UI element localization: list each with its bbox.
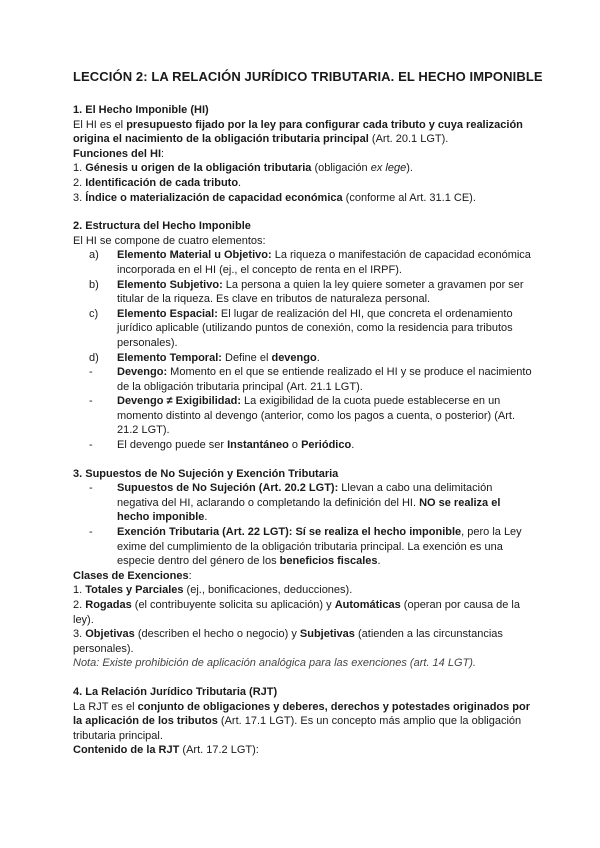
s1-func-colon: : xyxy=(161,147,165,160)
s1-f2-bold: Identificación de cada tributo xyxy=(85,176,239,189)
s1-intro-pre: El HI es el xyxy=(73,118,127,131)
s3-b-post: . xyxy=(377,555,381,568)
s1-function-1 xyxy=(73,161,533,176)
dash-marker: - xyxy=(89,366,93,379)
s2-d-bold: Elemento Temporal: xyxy=(117,351,222,364)
list-item-text xyxy=(117,394,533,438)
s1-intro-bold: presupuesto fijado por la ley para configurar cada tributo y cuya realización origina el nacimiento de la obligación tributaria principal xyxy=(73,118,523,146)
s2-d-bold2: devengo xyxy=(271,351,317,364)
s3-c2-post: (operan por causa de la ley). xyxy=(73,599,520,626)
list-item xyxy=(73,438,533,453)
dash-marker: - xyxy=(89,526,93,539)
s3-c2-num: 2. xyxy=(73,599,83,611)
document-title: LECCIÓN 2: LA RELACIÓN JURÍDICO TRIBUTARIA. EL HECHO IMPONIBLE xyxy=(73,69,543,84)
s1-func-label: Funciones del HI xyxy=(73,147,162,160)
list-item-text xyxy=(117,307,533,351)
s2-d-post: . xyxy=(316,351,320,364)
s2-g-post: . xyxy=(351,439,355,452)
s1-intro-post: (Art. 20.1 LGT). xyxy=(368,133,449,146)
list-marker: c) xyxy=(89,307,99,320)
s1-f2-num: 2. xyxy=(73,176,83,189)
s1-functions-label xyxy=(73,147,533,162)
s2-a-text: La riqueza o manifestación de capacidad económica incorporada en el HI (ej., el concepto de renta en el IRPF). xyxy=(117,249,531,276)
s1-f3-post: (conforme al Art. 31.1 CE). xyxy=(342,191,476,204)
s1-f2-post: . xyxy=(238,176,242,189)
section-2-heading: 2. Estructura del Hecho Imponible xyxy=(73,220,251,233)
list-marker: d) xyxy=(89,351,99,364)
s4-intro-bold: conjunto de obligaciones y deberes, derechos y potestades originados por la aplicación de los tributos xyxy=(73,700,531,728)
s4-contenido xyxy=(73,743,533,758)
section-4-heading: 4. La Relación Jurídico Tributaria (RJT) xyxy=(73,685,278,698)
s3-clase-1 xyxy=(73,583,533,598)
dash-marker: - xyxy=(89,482,93,495)
s3-c3-bold: Objetivas xyxy=(85,628,135,641)
list-item-text xyxy=(117,438,533,453)
s2-g-b2: Periódico xyxy=(301,439,352,452)
s2-g-mid: o xyxy=(288,439,302,452)
list-item-text xyxy=(117,481,533,525)
list-item xyxy=(73,307,533,351)
s2-a-bold: Elemento Material u Objetivo: xyxy=(117,249,272,262)
s2-f-text: La exigibilidad de la cuota puede establecerse en un momento distinto al devengo (anterior, como los pagos a cuenta, o posterior) (Art. 21.2 LGT). xyxy=(117,395,516,437)
s3-c1-bold: Totales y Parciales xyxy=(85,584,184,597)
list-marker: a) xyxy=(89,249,99,262)
s3-c1-num: 1. xyxy=(73,584,83,597)
s3-c2-text: (el contribuyente solicita su aplicación) y xyxy=(131,599,335,611)
s1-intro xyxy=(73,118,533,147)
list-item-text xyxy=(117,525,533,569)
s2-b-text: La persona a quien la ley quiere someter a gravamen por ser titular de la riqueza. Es clave en tributos de naturaleza personal. xyxy=(117,278,524,306)
s2-c-text: El lugar de realización del HI, que concreta el ordenamiento jurídico aplicable (utilizando puntos de conexión, como la residencia para tributos personales). xyxy=(117,307,513,349)
s2-b-bold: Elemento Subjetivo: xyxy=(117,278,223,291)
dash-marker: - xyxy=(89,395,93,408)
s3-clase-3 xyxy=(73,627,533,656)
s3-clases-colon: : xyxy=(188,569,192,582)
s1-function-3 xyxy=(73,191,533,206)
s1-f1-post: ). xyxy=(406,162,413,175)
list-item xyxy=(73,394,533,438)
s1-function-2 xyxy=(73,176,533,191)
list-item xyxy=(73,351,533,366)
s2-elements-list xyxy=(73,248,533,365)
s3-clases-bold: Clases de Exenciones xyxy=(73,569,189,582)
list-item xyxy=(73,248,533,277)
s2-f-bold: Devengo ≠ Exigibilidad: xyxy=(117,395,241,408)
s1-f1-pre: (obligación xyxy=(311,162,371,175)
s3-clases-label xyxy=(73,569,533,584)
s2-devengo-list xyxy=(73,365,533,453)
section-1-heading: 1. El Hecho Imponible (HI) xyxy=(73,104,209,116)
list-item-text xyxy=(117,365,533,394)
section-3-heading: 3. Supuestos de No Sujeción y Exención Tributaria xyxy=(73,467,339,480)
list-item xyxy=(73,525,533,569)
list-item xyxy=(73,365,533,394)
list-item xyxy=(73,481,533,525)
s3-c3-post: (atienden a las circunstancias personales). xyxy=(73,628,503,655)
s4-intro-post: (Art. 17.1 LGT). Es un concepto más amplio que la obligación tributaria principal. xyxy=(73,715,522,742)
s4-contenido-bold: Contenido de la RJT xyxy=(73,744,180,757)
s3-list xyxy=(73,481,533,569)
s1-f3-num: 3. xyxy=(73,191,83,204)
s2-c-bold: Elemento Espacial: xyxy=(117,307,218,320)
list-item xyxy=(73,278,533,307)
s3-b-bold2: beneficios fiscales xyxy=(279,555,378,568)
s2-g-pre: El devengo puede ser xyxy=(117,439,228,452)
s3-clase-2 xyxy=(73,598,533,627)
s3-c2-bold: Rogadas xyxy=(85,599,132,611)
s2-e-bold: Devengo: xyxy=(117,366,168,379)
list-marker: b) xyxy=(89,278,99,291)
s3-a-post: . xyxy=(204,511,208,524)
s3-b-text: , pero la Ley exime del cumplimiento de la obligación tributaria principal. La exención es una especie dentro del género de los xyxy=(117,526,522,568)
s4-intro-pre: La RJT es el xyxy=(73,700,138,713)
s2-g-b1: Instantáneo xyxy=(227,439,289,452)
s2-e-text: Momento en el que se entiende realizado el HI y se produce el nacimiento de la obligación tributaria principal (Art. 21.1 LGT). xyxy=(117,366,532,393)
list-item-text xyxy=(117,248,533,277)
s3-c3-bold2: Subjetivas xyxy=(299,628,355,641)
dash-marker: - xyxy=(89,439,93,452)
s4-intro xyxy=(73,700,533,744)
s3-note: Nota: Existe prohibición de aplicación analógica para las exenciones (art. 14 LGT). xyxy=(73,657,476,670)
s1-f1-bold: Génesis u origen de la obligación tributaria xyxy=(85,162,312,175)
s2-intro: El HI se compone de cuatro elementos: xyxy=(73,234,266,247)
s3-a-bold: Supuestos de No Sujeción (Art. 20.2 LGT): xyxy=(117,482,339,495)
s4-contenido-post: (Art. 17.2 LGT): xyxy=(179,744,259,757)
s3-c2-bold2: Automáticas xyxy=(334,599,401,611)
s3-c1-text: (ej., bonificaciones, deducciones). xyxy=(183,584,353,597)
s1-f1-ital: ex lege xyxy=(370,162,407,175)
s3-c3-num: 3. xyxy=(73,628,83,641)
s3-c3-text: (describen el hecho o negocio) y xyxy=(134,628,300,641)
list-item-text xyxy=(117,278,533,307)
s1-f3-bold: Índice o materialización de capacidad económica xyxy=(85,191,343,204)
s3-a-text: Llevan a cabo una delimitación negativa del HI, aclarando o completando la definición del HI. xyxy=(117,482,493,509)
s3-a-bold2: NO se realiza el hecho imponible xyxy=(117,496,501,524)
list-item-text xyxy=(117,351,533,366)
s3-b-bold: Exención Tributaria (Art. 22 LGT): Sí se realiza el hecho imponible xyxy=(117,526,462,539)
s1-f1-num: 1. xyxy=(73,162,83,175)
s2-d-pre: Define el xyxy=(221,351,272,364)
document-body xyxy=(73,103,533,758)
